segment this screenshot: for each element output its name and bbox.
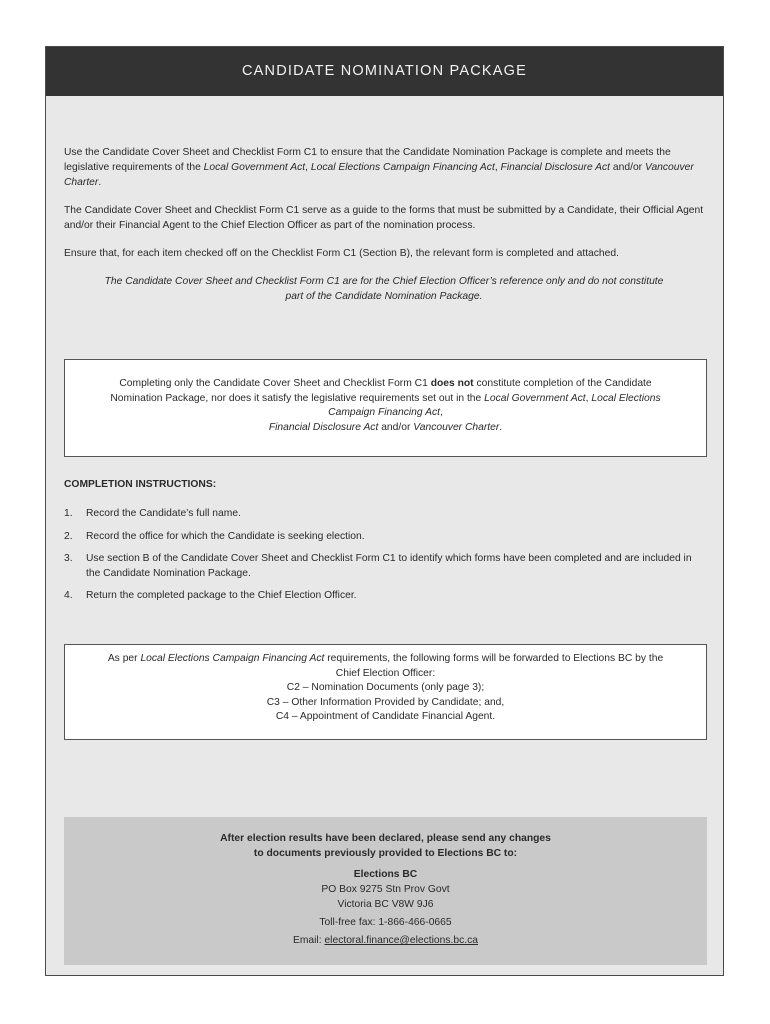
step-text: Use section B of the Candidate Cover Sheet and Checklist Form C1 to identify which forms have been completed and are included in the Candidate Nomination Package. bbox=[86, 553, 692, 579]
forwarded-forms-box bbox=[64, 644, 707, 740]
warning-text: constitute completion of the Candidate Nomination Package, nor does it satisfy the legislative requirements set out in the bbox=[110, 378, 652, 404]
forms-text: requirements, the following forms will be forwarded to Elections BC by the Chief Election Officer: bbox=[324, 653, 664, 679]
separator: and/or bbox=[378, 421, 414, 433]
step-number: 1. bbox=[64, 508, 73, 519]
address-line: Victoria BC V8W 9J6 bbox=[337, 899, 434, 910]
step-text: Return the completed package to the Chief Election Officer. bbox=[86, 590, 357, 601]
act-name: Local Elections Campaign Financing Act bbox=[140, 653, 325, 664]
list-item bbox=[64, 552, 694, 581]
footer-instruction: After election results have been declared, please send any changes bbox=[220, 833, 551, 844]
address-line: PO Box 9275 Stn Prov Govt bbox=[321, 884, 450, 895]
act-name: Local Government Act bbox=[203, 162, 306, 173]
step-text: Record the office for which the Candidate is seeking election. bbox=[86, 530, 365, 542]
form-line: C2 – Nomination Documents (only page 3); bbox=[286, 682, 485, 693]
step-text: Record the Candidate’s full name. bbox=[86, 508, 241, 519]
intro-section bbox=[64, 145, 704, 317]
list-item bbox=[64, 530, 694, 545]
form-page bbox=[45, 46, 724, 976]
page-title: CANDIDATE NOMINATION PACKAGE bbox=[46, 47, 723, 96]
act-name: Vancouver Charter bbox=[413, 421, 500, 433]
act-name: Local Government Act bbox=[484, 392, 586, 404]
form-line: C4 – Appointment of Candidate Financial Agent. bbox=[275, 711, 496, 722]
intro-paragraph-2: The Candidate Cover Sheet and Checklist Form C1 serve as a guide to the forms that must be submitted by a Candidate, their Official Agent and/or their Financial Agent to the Chief Election Officer as part of the nomination process. bbox=[64, 205, 704, 231]
act-name: Financial Disclosure Act bbox=[500, 162, 611, 173]
fax-line: Toll-free fax: 1-866-466-0665 bbox=[319, 917, 452, 928]
separator: , bbox=[305, 162, 311, 173]
step-number: 3. bbox=[64, 553, 73, 564]
separator: . bbox=[98, 177, 102, 188]
intro-paragraph-3: Ensure that, for each item checked off on the Checklist Form C1 (Section B), the relevant form is completed and attached. bbox=[64, 248, 619, 259]
reference-note: The Candidate Cover Sheet and Checklist Form C1 are for the Chief Election Officer’s reference only and do not constitute part of the Candidate Nomination Package. bbox=[104, 276, 664, 302]
footer-instruction: to documents previously provided to Elections BC to: bbox=[253, 848, 518, 859]
intro-paragraph-1 bbox=[64, 145, 704, 190]
step-number: 2. bbox=[64, 530, 73, 542]
org-name: Elections BC bbox=[353, 869, 418, 880]
intro-text: Use the Candidate Cover Sheet and Checklist Form C1 to ensure that the Candidate Nomination Package is complete and meets the legislative requirements of the bbox=[64, 147, 671, 173]
forms-text: As per bbox=[107, 653, 141, 664]
act-name: Vancouver Charter bbox=[64, 162, 694, 188]
separator: , bbox=[585, 392, 592, 404]
step-number: 4. bbox=[64, 590, 73, 601]
act-name: Financial Disclosure Act bbox=[268, 421, 379, 433]
instructions-heading: COMPLETION INSTRUCTIONS: bbox=[64, 479, 217, 490]
separator: , bbox=[439, 407, 443, 418]
warning-text: Completing only the Candidate Cover Sheet and Checklist Form C1 bbox=[119, 378, 431, 389]
email-link[interactable]: electoral.finance@elections.bc.ca bbox=[324, 935, 479, 946]
completion-warning-box bbox=[64, 359, 707, 457]
instructions-list bbox=[64, 507, 694, 612]
email-label: Email: bbox=[292, 935, 325, 946]
form-line: C3 – Other Information Provided by Candidate; and, bbox=[266, 696, 505, 708]
warning-emphasis: does not bbox=[430, 378, 474, 389]
act-name: Local Elections Campaign Financing Act bbox=[310, 162, 495, 173]
list-item bbox=[64, 589, 694, 604]
list-item bbox=[64, 507, 694, 522]
contact-footer bbox=[64, 817, 707, 965]
email-line bbox=[64, 933, 707, 948]
separator: and/or bbox=[610, 162, 645, 173]
separator: , bbox=[494, 162, 501, 173]
act-name: Local Elections Campaign Financing Act bbox=[328, 392, 661, 418]
separator: . bbox=[499, 421, 503, 433]
